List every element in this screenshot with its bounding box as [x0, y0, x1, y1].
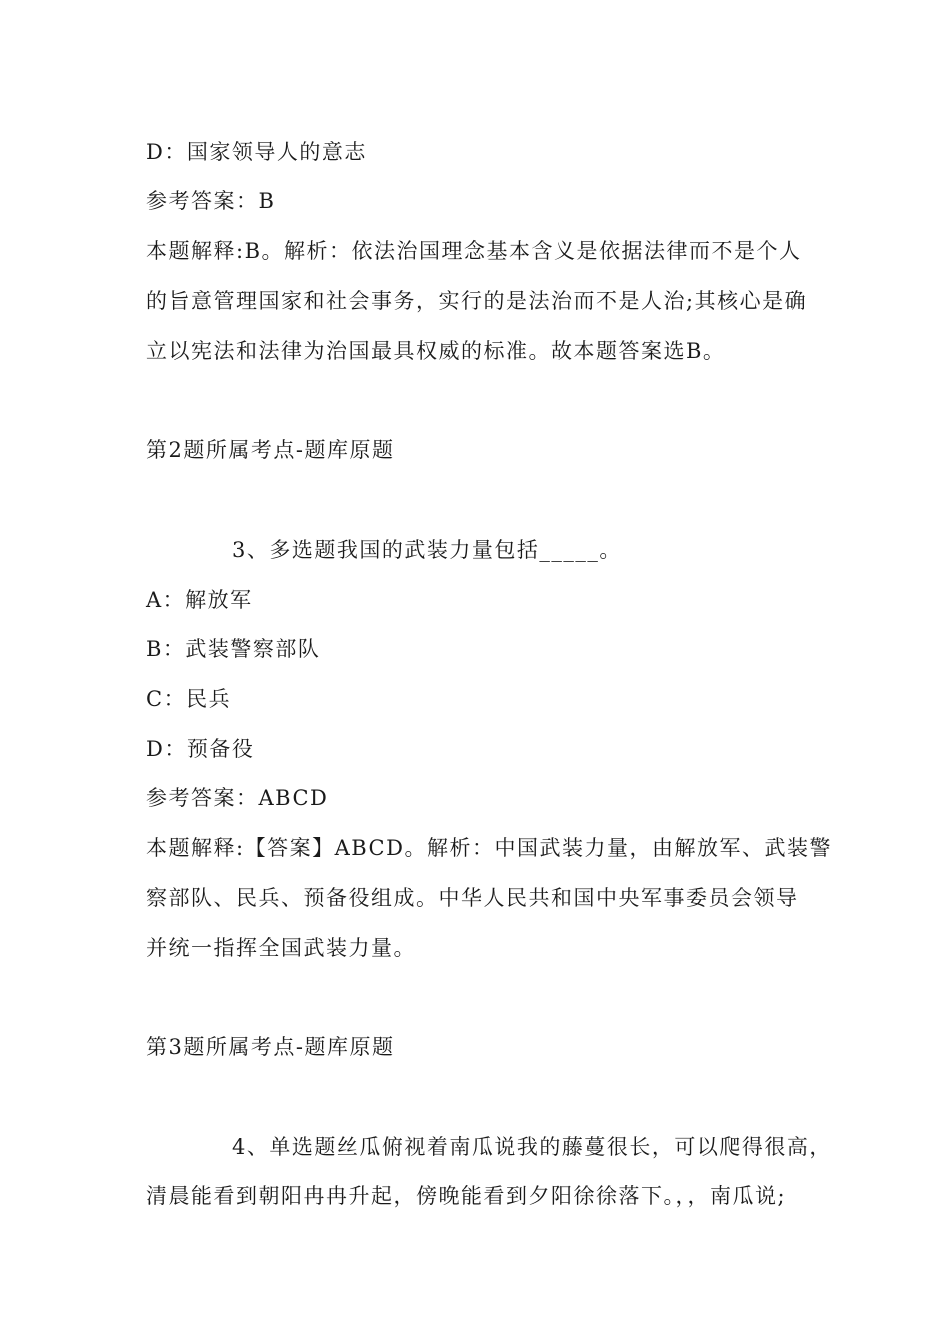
answer-text: 参考答案：B	[146, 189, 276, 213]
question-stem-continued: 清晨能看到朝阳冉冉升起，傍晚能看到夕阳徐徐落下。，，南瓜说;	[146, 1184, 787, 1208]
option-c-text: C：民兵	[146, 687, 232, 711]
knowledge-point-text: 第3题所属考点-题库原题	[146, 1035, 395, 1059]
question-stem: 3、多选题我国的武装力量包括_____。	[232, 538, 622, 562]
question-stem: 4、单选题丝瓜俯视着南瓜说我的藤蔓很长，可以爬得很高，	[232, 1135, 832, 1159]
option-b-text: B：武装警察部队	[146, 637, 321, 661]
option-d-text: D：预备役	[146, 737, 255, 761]
option-d-text: D：国家领导人的意志	[146, 140, 367, 164]
knowledge-point-text: 第2题所属考点-题库原题	[146, 438, 395, 462]
explanation-line: 立以宪法和法律为治国最具权威的标准。故本题答案选B。	[146, 339, 726, 363]
explanation-line: 本题解释:【答案】ABCD。解析：中国武装力量，由解放军、武装警	[146, 836, 832, 860]
answer-text: 参考答案：ABCD	[146, 786, 329, 810]
explanation-line: 并统一指挥全国武装力量。	[146, 936, 416, 960]
option-a-text: A：解放军	[146, 588, 253, 612]
explanation-line: 本题解释:B。解析：依法治国理念基本含义是依据法律而不是个人	[146, 239, 802, 263]
explanation-line: 察部队、民兵、预备役组成。中华人民共和国中央军事委员会领导	[146, 886, 799, 910]
explanation-line: 的旨意管理国家和社会事务，实行的是法治而不是人治;其核心是确	[146, 289, 808, 313]
